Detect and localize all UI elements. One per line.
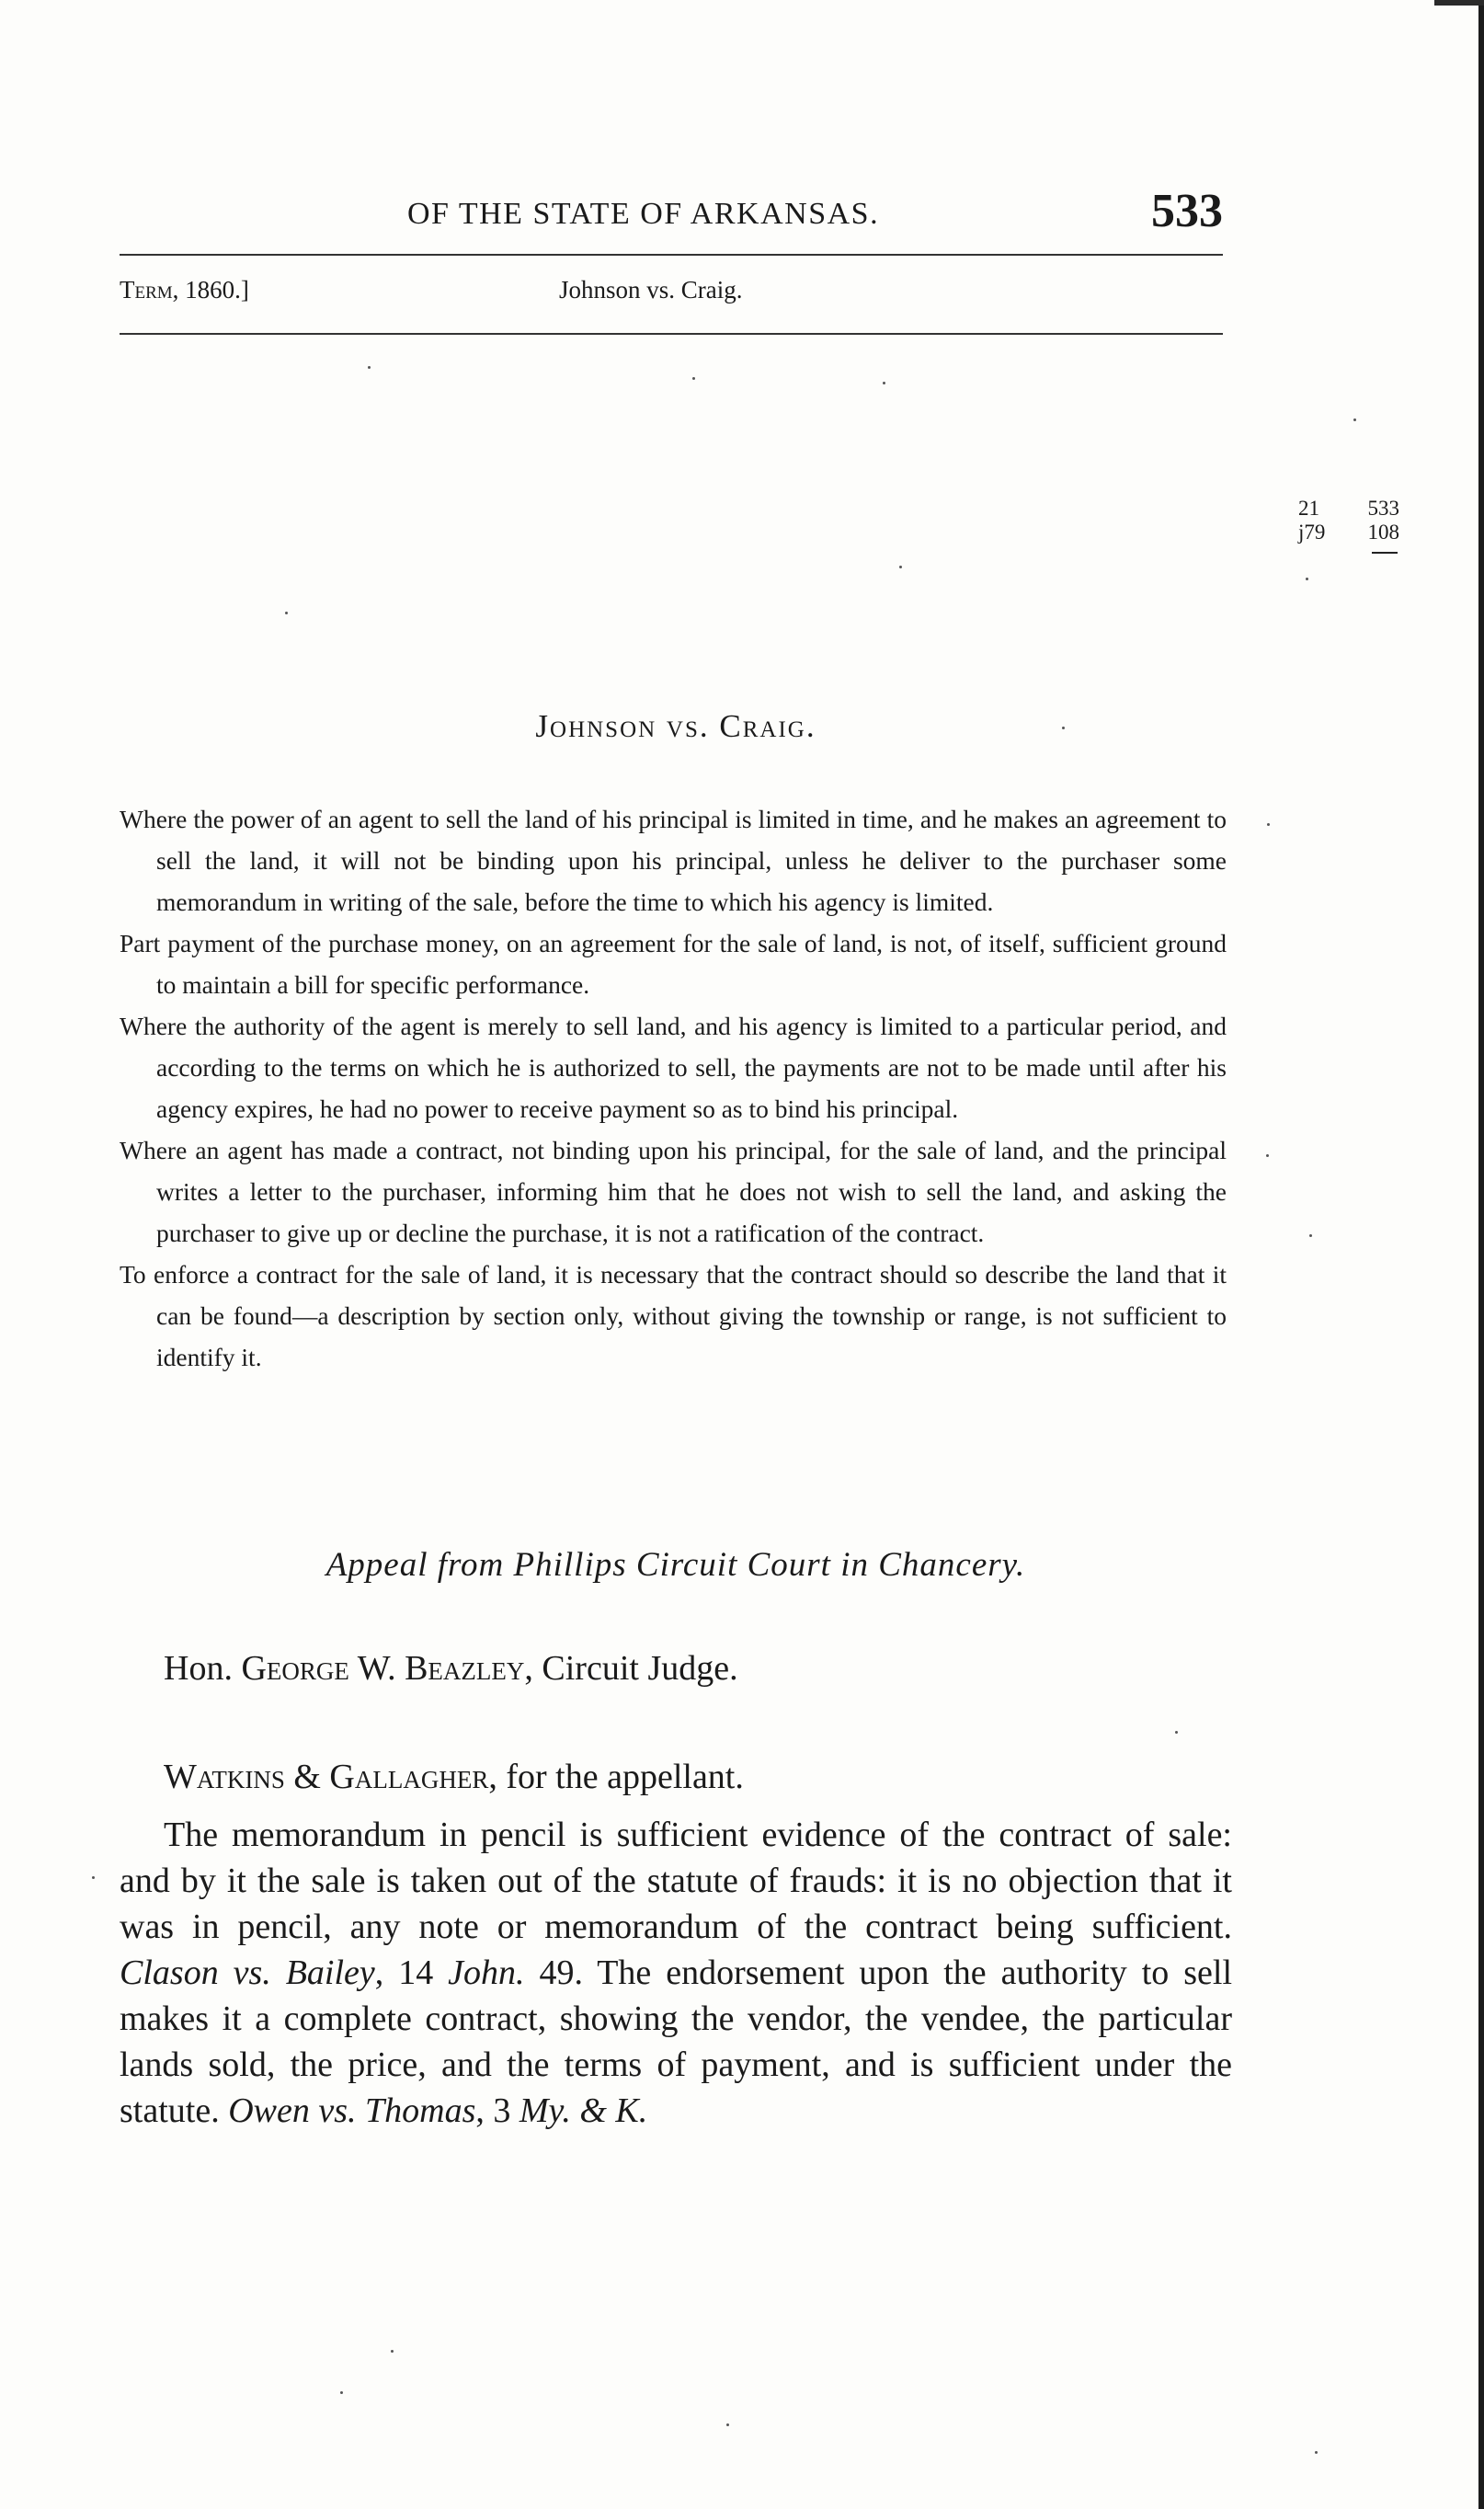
case-title: Johnson vs. Craig. bbox=[535, 708, 816, 744]
case-citation: Clason vs. Bailey bbox=[120, 1953, 375, 1992]
scan-speck bbox=[899, 566, 902, 568]
running-title: OF THE STATE OF ARKANSAS. bbox=[407, 197, 880, 231]
scan-speck bbox=[368, 366, 371, 369]
argument-text: The memorandum in pencil is sufficient evidence of the contract of sale: and by it the sale is taken out of the statute of frauds: it is no objection that it was in pencil, any note or memorandum of the contract being sufficient. bbox=[120, 1816, 1232, 1946]
scan-edge-right bbox=[1478, 0, 1484, 2509]
scan-speck bbox=[692, 377, 695, 380]
scan-speck bbox=[1353, 418, 1356, 421]
scan-speck bbox=[1062, 727, 1065, 729]
judge-prefix: Hon. bbox=[164, 1649, 242, 1688]
judge-suffix: , Circuit Judge. bbox=[524, 1649, 738, 1688]
argument-text: 49. The endorsement upon the authority to sell makes it a complete contract, showing the vendor, the vendee, the particular lands sold, the price, and the terms of payment, and is sufficient under the statute. bbox=[120, 1953, 1233, 2130]
case-citation: Owen vs. Thomas bbox=[228, 2091, 476, 2130]
argument-paragraph bbox=[120, 1812, 1232, 2134]
margin-cite-page: 533 bbox=[1367, 497, 1399, 520]
term-year: , 1860.] bbox=[172, 276, 249, 304]
scan-speck bbox=[1266, 1154, 1269, 1157]
margin-citations bbox=[1298, 497, 1399, 554]
case-short-title: Johnson vs. Craig. bbox=[559, 276, 743, 304]
syllabus-paragraph: To enforce a contract for the sale of land, it is necessary that the contract should so describe the land that it can be found—a description by section only, without giving the township or range, is not sufficient to identify it. bbox=[120, 1260, 1227, 1371]
reporter-citation: My. & K. bbox=[519, 2091, 648, 2130]
counsel-suffix: , for the appellant. bbox=[488, 1758, 744, 1796]
margin-cite-volume: j79 bbox=[1298, 521, 1326, 544]
argument-text: , 3 bbox=[475, 2091, 519, 2130]
scan-speck bbox=[285, 612, 288, 614]
appeal-line: Appeal from Phillips Circuit Court in Chancery. bbox=[325, 1546, 1026, 1584]
scan-speck bbox=[726, 2423, 729, 2426]
scan-speck bbox=[1306, 578, 1308, 580]
syllabus-paragraph: Where an agent has made a contract, not binding upon his principal, for the sale of land, and the principal writes a letter to the purchaser, informing him that he does not wish to sell the land, and asking the purchaser to give up or decline the purchase, it is not a ratification of the contract. bbox=[120, 1136, 1227, 1247]
margin-cite-page: 108 bbox=[1367, 521, 1399, 544]
scan-speck bbox=[92, 1876, 95, 1879]
page-number: 533 bbox=[1151, 185, 1223, 237]
scan-speck bbox=[340, 2391, 343, 2394]
term-line bbox=[120, 276, 249, 304]
scan-speck bbox=[391, 2350, 394, 2353]
argument-text: , 14 bbox=[374, 1953, 449, 1992]
scan-speck bbox=[1175, 1731, 1178, 1734]
reporter-citation: John. bbox=[448, 1953, 525, 1992]
running-head bbox=[120, 184, 1223, 248]
syllabus bbox=[120, 798, 1227, 1378]
syllabus-paragraph: Where the authority of the agent is merely to sell land, and his agency is limited to a particular period, and according to the terms on which he is authorized to sell, the payments are not to be made until after his agency expires, he had no power to receive payment so as to bind his principal. bbox=[120, 1012, 1227, 1123]
header-rule-top bbox=[120, 254, 1223, 256]
scan-speck bbox=[1315, 2451, 1318, 2454]
scan-edge-top bbox=[1434, 0, 1484, 6]
scan-speck bbox=[883, 382, 885, 384]
margin-citation-row bbox=[1298, 497, 1399, 521]
scan-speck bbox=[1309, 1234, 1312, 1237]
margin-cite-rule bbox=[1372, 552, 1398, 554]
header-rule-bottom bbox=[120, 333, 1223, 335]
counsel-line bbox=[164, 1757, 744, 1797]
judge-line bbox=[164, 1648, 738, 1689]
judge-name: George W. Beazley bbox=[241, 1649, 525, 1688]
margin-cite-volume: 21 bbox=[1298, 497, 1319, 520]
scan-speck bbox=[1267, 823, 1270, 826]
counsel-names: Watkins & Gallagher bbox=[164, 1758, 489, 1796]
term-label: Term bbox=[120, 276, 173, 304]
margin-citation-row bbox=[1298, 521, 1399, 544]
syllabus-paragraph: Where the power of an agent to sell the land of his principal is limited in time, and he makes an agreement to sell the land, it will not be binding upon his principal, unless he deliver to the purchaser some memorandum in writing of the sale, before the time to which his agency is limited. bbox=[120, 805, 1227, 916]
syllabus-paragraph: Part payment of the purchase money, on an agreement for the sale of land, is not, of itself, sufficient ground to maintain a bill for specific performance. bbox=[120, 929, 1227, 999]
